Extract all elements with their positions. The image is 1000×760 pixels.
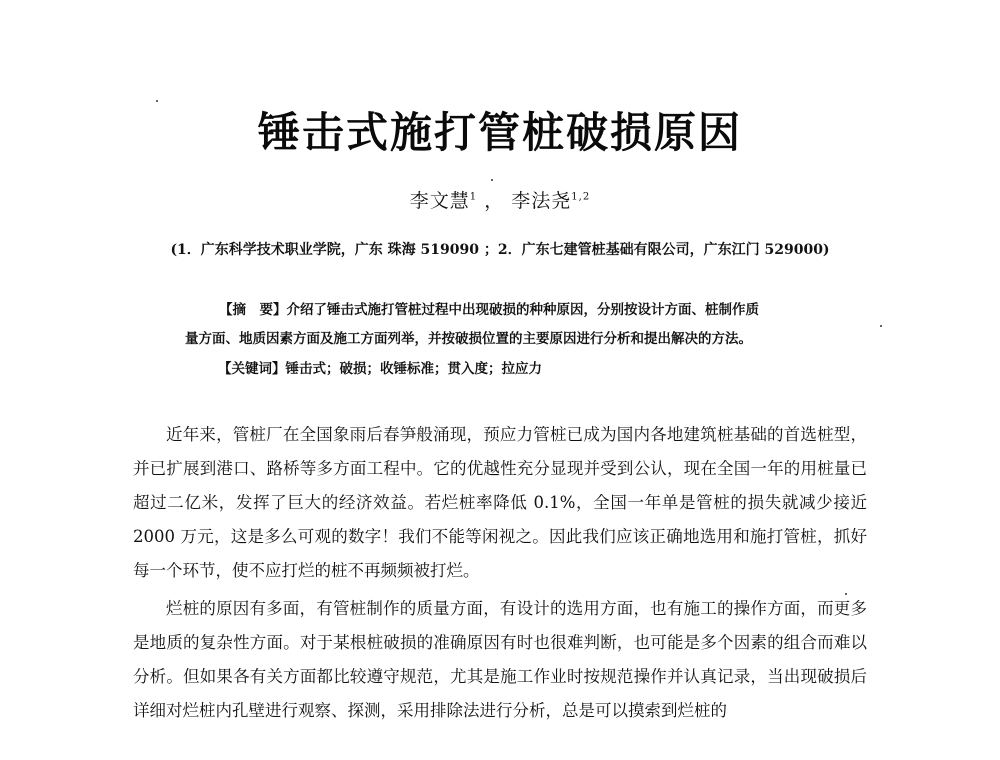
abstract-text-1: 介绍了锤击式施打管桩过程中出现破损的种种原因，分别按设计方面、桩制作质 <box>286 302 759 318</box>
scan-speck <box>880 325 882 327</box>
abstract-line-1 <box>185 296 815 325</box>
author-1-name: 李文慧 <box>409 190 470 212</box>
keywords-label: 【关键词】 <box>218 361 286 377</box>
body-text <box>133 418 867 732</box>
author-2-name: 李法尧 <box>511 190 572 212</box>
body-paragraph-1: 近年来，管桩厂在全国象雨后春笋般涌现，预应力管桩已成为国内各地建筑桩基础的首选桩型，并已扩展到港口、路桥等多方面工程中。它的优越性充分显现并受到公认，现在全国一年的用桩量已超过二亿米，发挥了巨大的经济效益。若烂桩率降低 0.1%，全国一年单是管桩的损失就减少接近 2000 万元，这是多么可观的数字！我们不能等闲视之。因此我们应该正确地选用和施打管桩，抓好每一个环节，使不应打烂的桩不再频频被打烂。 <box>133 425 867 580</box>
scan-speck <box>491 179 493 181</box>
author-2-affiliation-mark: 1,2 <box>571 191 591 203</box>
affiliation-line: (1．广东科学技术职业学院，广东 珠海 519090 ；2．广东七建管桩基础有限公司，广东江门 529000) <box>170 242 830 258</box>
keywords-line <box>218 357 542 377</box>
abstract-line-2: 量方面、地质因素方面及施工方面列举，并按破损位置的主要原因进行分析和提出解决的方法。 <box>185 331 752 347</box>
author-line <box>0 186 1000 213</box>
keywords-text: 锤击式；破损；收锤标准；贯入度；拉应力 <box>285 361 542 377</box>
scan-speck <box>845 593 847 595</box>
paper-title: 锤击式施打管桩破损原因 <box>257 108 742 157</box>
scan-speck <box>156 100 158 102</box>
body-paragraph-2: 烂桩的原因有多面，有管桩制作的质量方面，有设计的选用方面，也有施工的操作方面，而更多是地质的复杂性方面。对于某根桩破损的准确原因有时也很难判断，也可能是多个因素的组合而难以分析。但如果各有关方面都比较遵守规范，尤其是施工作业时按规范操作并认真记录，当出现破损后详细对烂桩内孔壁进行观察、探测，采用排除法进行分析，总是可以摸索到烂桩的 <box>133 599 867 720</box>
author-separator: ， <box>484 190 505 212</box>
abstract-label: 【摘 要】 <box>219 302 287 318</box>
abstract-block <box>185 296 815 354</box>
author-1-affiliation-mark: 1 <box>469 191 478 203</box>
